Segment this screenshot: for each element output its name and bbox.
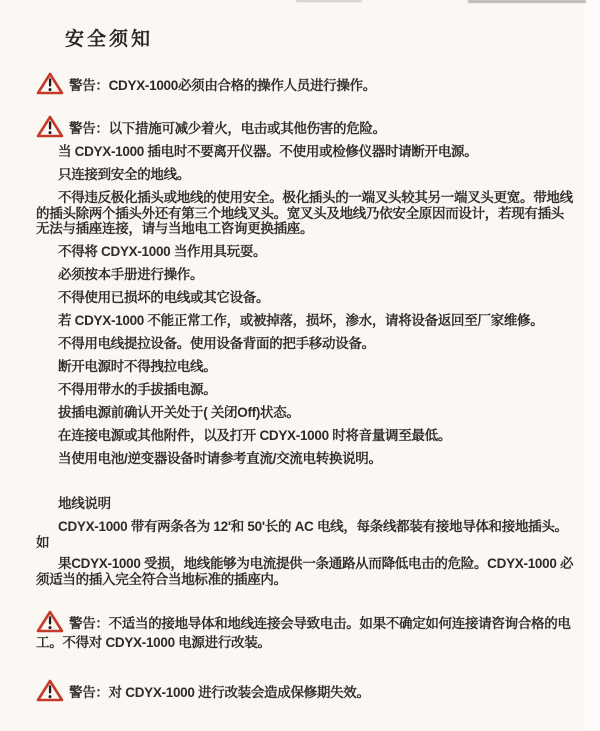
warning-note-hazards bbox=[36, 115, 574, 138]
grounding-paragraph: CDYX-1000 带有两条各为 12'和 50'长的 AC 电线，每条线都装有接地导体和接地插头。如 bbox=[36, 519, 568, 550]
safety-item: 只连接到安全的地线。 bbox=[58, 167, 190, 182]
warning-label: 警告： bbox=[69, 685, 109, 700]
safety-item: 当使用电池/逆变器设备时请参考直流/交流电转换说明。 bbox=[58, 451, 382, 466]
safety-item: 拔插电源前确认开关处于( 关闭Off)状态。 bbox=[58, 405, 300, 420]
grounding-section-heading: 地线说明 bbox=[58, 495, 111, 511]
grounding-paragraph: 果CDYX-1000 受损，地线能够为电流提供一条通路从而降低电击的危险。CDYX-1000 必须适当的插入完全符合当地标准的插座内。 bbox=[36, 556, 574, 587]
safety-item: 不得将 CDYX-1000 当作用具玩耍。 bbox=[58, 244, 267, 259]
safety-item: 若 CDYX-1000 不能正常工作，或被掉落，损坏，渗水，请将设备返回至厂家维修。 bbox=[58, 313, 544, 328]
warning-label: 警告： bbox=[69, 121, 109, 136]
scan-artifact bbox=[296, 0, 362, 2]
safety-item: 不得用电线提拉设备。使用设备背面的把手移动设备。 bbox=[58, 336, 375, 351]
warning-note-operator bbox=[36, 72, 574, 95]
warning-triangle-icon bbox=[36, 679, 64, 702]
safety-item: 必须按本手册进行操作。 bbox=[58, 267, 204, 282]
warning-text: 以下措施可减少着火，电击或其他伤害的危险。 bbox=[108, 121, 386, 136]
safety-item: 不得使用已损坏的电线或其它设备。 bbox=[58, 290, 270, 305]
page-edge-highlight bbox=[584, 0, 600, 731]
safety-item: 不得违反极化插头或地线的使用安全。极化插头的一端叉头较其另一端叉头更宽。带地线的插头除两个插头外还有第三个地线叉头。宽叉头及地线乃依安全原因而设计，若现有插头无法与插座连接，请与当地电工咨询更换插座。 bbox=[36, 190, 573, 236]
warning-text: 对 CDYX-1000 进行改装会造成保修期失效。 bbox=[108, 685, 370, 700]
safety-item: 不得用带水的手拔插电源。 bbox=[58, 382, 217, 397]
warning-triangle-icon bbox=[36, 72, 64, 95]
warning-triangle-icon bbox=[36, 610, 64, 633]
warning-label: 警告： bbox=[69, 616, 109, 631]
warning-triangle-icon bbox=[36, 115, 64, 138]
warning-note-modification bbox=[36, 679, 574, 702]
warning-label: 警告： bbox=[69, 78, 109, 93]
page-title: 安全须知 bbox=[65, 29, 154, 50]
scan-artifact bbox=[468, 0, 586, 3]
warning-text: 不适当的接地导体和地线连接会导致电击。如果不确定如何连接请咨询合格的电工。不得对 CDYX-1000 电源进行改装。 bbox=[36, 616, 571, 650]
safety-item: 断开电源时不得拽拉电线。 bbox=[58, 359, 217, 374]
warning-text: CDYX-1000必须由合格的操作人员进行操作。 bbox=[108, 78, 376, 93]
safety-item: 在连接电源或其他附件，以及打开 CDYX-1000 时将音量调至最低。 bbox=[58, 428, 452, 443]
safety-item: 当 CDYX-1000 插电时不要离开仪器。不使用或检修仪器时请断开电源。 bbox=[58, 144, 478, 159]
warning-note-grounding bbox=[36, 610, 574, 652]
